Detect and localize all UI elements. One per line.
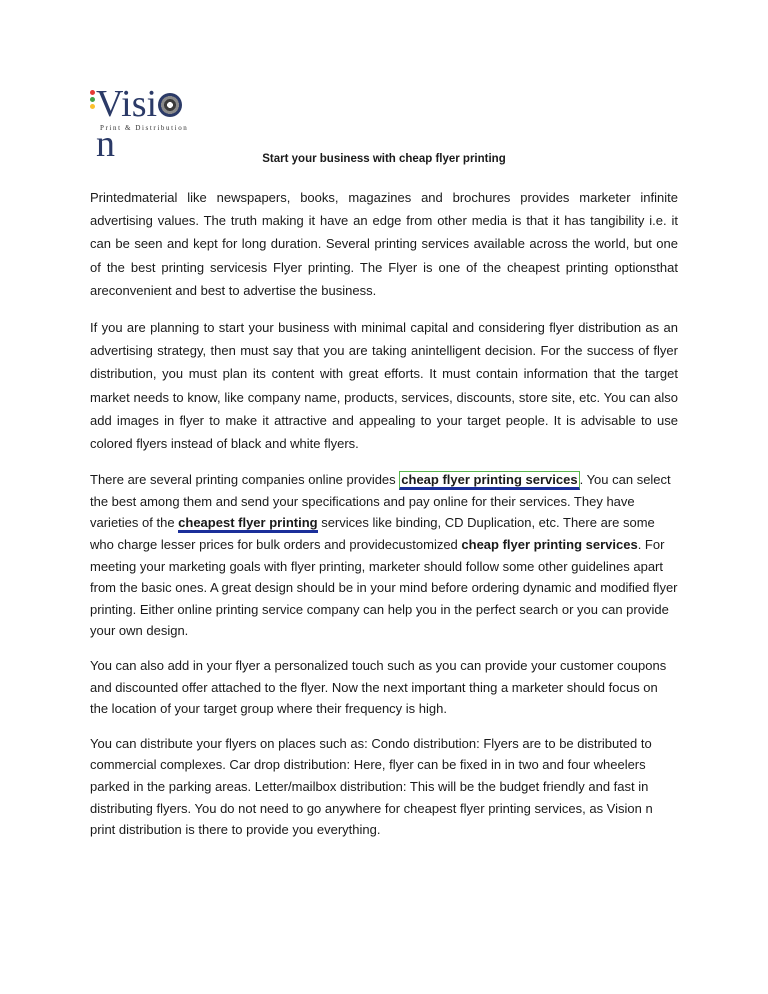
paragraph-2: If you are planning to start your business with minimal capital and considering flyer distribution as an advertising strategy, then must say that you are taking anintelligent decision. For the success of flyer distribution, you must plan its content with great efforts. It must contain information that the target market needs to know, like company name, products, services, discounts, store site, etc. You can also add images in flyer to make it attractive and appealing to your target people. It is advisable to use colored flyers instead of black and white flyers.: [90, 320, 678, 452]
paragraph-3-text-c: services like binding, CD Duplication, etc. There are some who charge lesser prices for bulk orders and providecustomized: [90, 515, 655, 553]
vision-logo: [90, 83, 202, 165]
logo-word-post: n: [96, 123, 115, 165]
logo-mark-green: [90, 97, 95, 102]
logo-word-pre: Visi: [96, 83, 158, 125]
paragraph-3-text-b: . You can select the best among them and send your specifications and pay online for their services. They have varieties of the: [90, 472, 671, 531]
logo-mark-red: [90, 90, 95, 95]
paragraph-3-text-d: . For meeting your marketing goals with flyer printing, marketer should follow some other guidelines apart from the basic ones. A great design should be in your mind before ordering dynamic and modified flyer printing. Either online printing service company can help you in the perfect search or you can provide your own design.: [90, 537, 678, 639]
paragraph-4: You can also add in your flyer a personalized touch such as you can provide your customer coupons and discounted offer attached to the flyer. Now the next important thing a marketer should focus on the location of your target group where their frequency is high.: [90, 657, 667, 717]
paragraph-3-bold-phrase: cheap flyer printing services: [461, 537, 638, 553]
cheap-flyer-printing-services-link[interactable]: cheap flyer printing services: [399, 471, 579, 490]
document-body: [90, 186, 678, 841]
logo-eye-icon: [158, 93, 182, 117]
document-title: Start your business with cheap flyer printing: [262, 153, 506, 165]
paragraph-5: You can distribute your flyers on places such as: Condo distribution: Flyers are to be distributed to commercial complexes. Car drop distribution: Here, flyer can be fixed in in two and four wheelers parked in the parking areas. Letter/mailbox distribution: This will be the budget friendly and fast in distributing flyers. You do not need to go anywhere for cheapest flyer printing services, as Vision n print distribution is there to provide you everything.: [90, 735, 653, 838]
logo-mark-yellow: [90, 104, 95, 109]
paragraph-3: [90, 469, 678, 642]
paragraph-3-text-a: There are several printing companies online provides: [90, 472, 400, 488]
logo-subtitle: Print & Distribution: [100, 124, 189, 132]
cheapest-flyer-printing-link[interactable]: cheapest flyer printing: [178, 515, 317, 533]
paragraph-1: Printedmaterial like newspapers, books, magazines and brochures provides marketer infinite advertising values. The truth making it have an edge from other media is that it has tangibility i.e. it can be seen and kept for long duration. Several printing services available across the world, but one of the best printing servicesis Flyer printing. The Flyer is one of the cheapest printing optionsthat areconvenient and best to advertise the business.: [90, 190, 678, 298]
